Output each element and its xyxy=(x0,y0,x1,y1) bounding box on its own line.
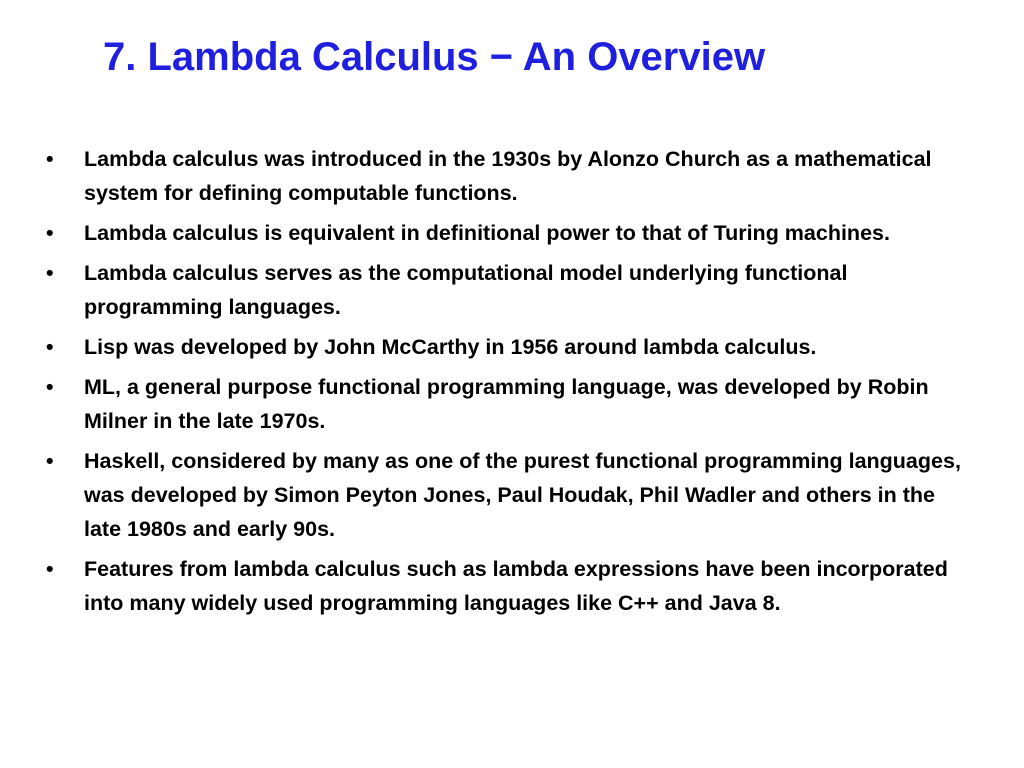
bullet-item xyxy=(46,370,964,438)
bullet-text: Lambda calculus serves as the computational model underlying functional programming languages. xyxy=(84,261,848,319)
bullet-item xyxy=(46,142,964,210)
bullet-item xyxy=(46,552,964,620)
bullet-icon: • xyxy=(46,147,54,171)
bullet-text: ML, a general purpose functional programming language, was developed by Robin Milner in the late 1970s. xyxy=(84,375,929,433)
bullet-item xyxy=(46,256,964,324)
bullet-icon: • xyxy=(46,221,54,245)
bullet-list xyxy=(46,142,964,626)
bullet-item xyxy=(46,216,964,250)
bullet-icon: • xyxy=(46,375,54,399)
bullet-icon: • xyxy=(46,335,54,359)
bullet-text: Lambda calculus is equivalent in definitional power to that of Turing machines. xyxy=(84,221,890,245)
bullet-item xyxy=(46,330,964,364)
bullet-icon: • xyxy=(46,261,54,285)
bullet-item xyxy=(46,444,964,546)
slide-title: 7. Lambda Calculus − An Overview xyxy=(103,35,766,79)
bullet-icon: • xyxy=(46,557,54,581)
bullet-text: Haskell, considered by many as one of the purest functional programming languages, was developed by Simon Peyton Jones, Paul Houdak, Phil Wadler and others in the late 1980s and early 90s. xyxy=(84,449,961,541)
bullet-text: Lisp was developed by John McCarthy in 1956 around lambda calculus. xyxy=(84,335,817,359)
bullet-icon: • xyxy=(46,449,54,473)
bullet-text: Features from lambda calculus such as lambda expressions have been incorporated into many widely used programming languages like C++ and Java 8. xyxy=(84,557,948,615)
bullet-text: Lambda calculus was introduced in the 1930s by Alonzo Church as a mathematical system for defining computable functions. xyxy=(84,147,932,205)
